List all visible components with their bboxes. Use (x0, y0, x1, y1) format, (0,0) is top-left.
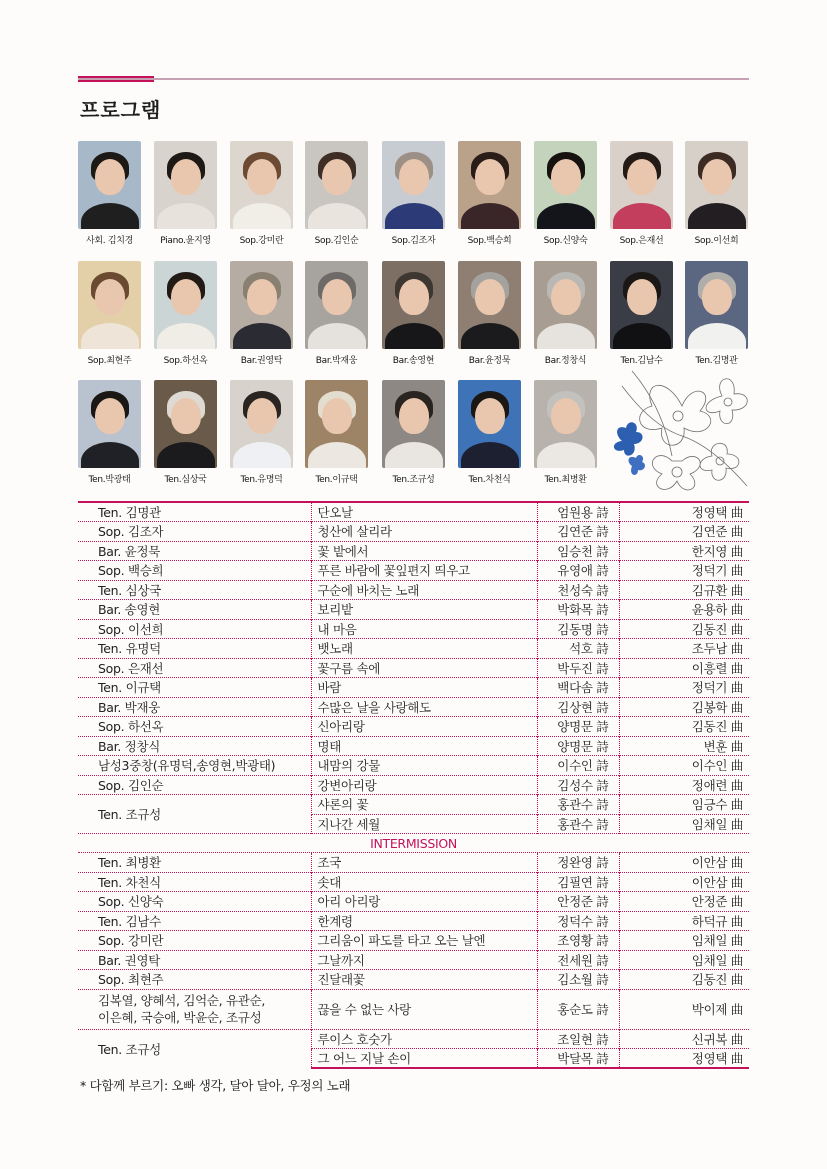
performer-photo (382, 261, 445, 349)
performer-caption: Bar.윤정묵 (468, 356, 511, 366)
performer-photo-card (534, 141, 597, 246)
performer-caption: Sop.이선희 (694, 236, 739, 246)
program-row (78, 911, 749, 931)
performer-photo (230, 261, 293, 349)
performer-cell: Sop. 최현주 (78, 970, 311, 990)
performer-photo-card (534, 261, 597, 366)
song-cell: 신아리랑 (311, 717, 537, 737)
performer-caption: Bar.권영탁 (240, 356, 283, 366)
performer-cell: Bar. 박재웅 (78, 697, 311, 717)
performer-caption: Sop.백승희 (467, 236, 512, 246)
song-cell: 뱃노래 (311, 639, 537, 659)
program-row (78, 541, 749, 561)
poet-cell: 엄원용 詩 (537, 502, 619, 522)
song-cell: 끊을 수 없는 사랑 (311, 989, 537, 1029)
poet-cell: 김필연 詩 (537, 872, 619, 892)
performer-photo-card (458, 141, 521, 246)
performer-cell: Ten. 조규성 (78, 795, 311, 834)
performer-photo (305, 261, 368, 349)
song-cell: 내 마음 (311, 619, 537, 639)
composer-cell: 정영택 曲 (619, 1049, 749, 1069)
performer-photo (78, 141, 141, 229)
performer-photo-card (78, 141, 141, 246)
composer-cell: 이흥렬 曲 (619, 658, 749, 678)
program-row (78, 872, 749, 892)
program-row (78, 1029, 749, 1049)
song-cell: 그리움이 파도를 타고 오는 날엔 (311, 931, 537, 951)
performer-photo-card (154, 261, 217, 366)
performer-caption: Bar.송영현 (392, 356, 435, 366)
composer-cell: 임채일 曲 (619, 931, 749, 951)
performer-cell: Ten. 김명관 (78, 502, 311, 522)
program-row (78, 502, 749, 522)
song-cell: 조국 (311, 853, 537, 873)
performer-photo-card (154, 141, 217, 246)
program-row (78, 970, 749, 990)
program-row (78, 522, 749, 542)
composer-cell: 조두남 曲 (619, 639, 749, 659)
composer-cell: 정애련 曲 (619, 775, 749, 795)
program-row (78, 853, 749, 873)
ensemble-performers-cell (78, 989, 311, 1029)
performer-caption: Ten.차천식 (468, 475, 511, 485)
program-row (78, 892, 749, 912)
song-cell: 단오날 (311, 502, 537, 522)
performer-photo-card (154, 380, 217, 485)
ensemble-performers-line: 김복열, 양혜석, 김억순, 유관순, (98, 993, 266, 1008)
performer-photo-card (230, 380, 293, 485)
song-cell: 그날까지 (311, 950, 537, 970)
poet-cell: 박화목 詩 (537, 600, 619, 620)
poet-cell: 김동명 詩 (537, 619, 619, 639)
composer-cell: 변훈 曲 (619, 736, 749, 756)
performer-photo-card (610, 141, 673, 246)
performer-caption: Ten.심상국 (164, 475, 207, 485)
performer-photo-card (78, 261, 141, 366)
performer-cell: Sop. 하선옥 (78, 717, 311, 737)
composer-cell: 박이제 曲 (619, 989, 749, 1029)
program-row (78, 678, 749, 698)
song-cell: 보리밭 (311, 600, 537, 620)
performer-cell: Sop. 은재선 (78, 658, 311, 678)
performer-cell: Bar. 윤정묵 (78, 541, 311, 561)
poet-cell: 양명문 詩 (537, 717, 619, 737)
poet-cell: 김연준 詩 (537, 522, 619, 542)
poet-cell: 안정준 詩 (537, 892, 619, 912)
performer-photo-card (230, 141, 293, 246)
composer-cell: 정영택 曲 (619, 502, 749, 522)
composer-cell: 윤용하 曲 (619, 600, 749, 620)
performer-photo (534, 141, 597, 229)
program-row (78, 697, 749, 717)
performer-cell: Bar. 정창식 (78, 736, 311, 756)
performer-cell: Ten. 유명덕 (78, 639, 311, 659)
performer-photo-card (458, 261, 521, 366)
performer-photo (305, 380, 368, 468)
song-cell: 구순에 바치는 노래 (311, 580, 537, 600)
performer-caption: Ten.김남수 (620, 356, 663, 366)
performer-cell: 남성3중창(유명덕,송영현,박광태) (78, 756, 311, 776)
performer-photo (230, 380, 293, 468)
poet-cell: 홍관수 詩 (537, 795, 619, 815)
performer-caption: Ten.조규성 (392, 475, 435, 485)
performer-caption: Ten.박광태 (88, 475, 131, 485)
performer-photo-card (610, 261, 673, 366)
performer-photo (534, 380, 597, 468)
song-cell: 명태 (311, 736, 537, 756)
song-cell: 수많은 날을 사랑해도 (311, 697, 537, 717)
flower-illustration (612, 366, 752, 501)
performer-photo (458, 380, 521, 468)
song-cell: 아리 아리랑 (311, 892, 537, 912)
poet-cell: 김소월 詩 (537, 970, 619, 990)
performer-caption: Sop.신양숙 (543, 236, 588, 246)
performer-photo (382, 141, 445, 229)
performer-cell: Ten. 이규택 (78, 678, 311, 698)
composer-cell: 안정준 曲 (619, 892, 749, 912)
song-cell: 꽃 밭에서 (311, 541, 537, 561)
performer-cell: Sop. 이선희 (78, 619, 311, 639)
program-row (78, 717, 749, 737)
performer-photo (534, 261, 597, 349)
performer-cell: Sop. 김인순 (78, 775, 311, 795)
composer-cell: 임채일 曲 (619, 950, 749, 970)
performer-photo (78, 261, 141, 349)
performer-cell: Sop. 백승희 (78, 561, 311, 581)
performer-photo-card (78, 380, 141, 485)
song-cell: 진달래꽃 (311, 970, 537, 990)
performer-cell: Bar. 권영탁 (78, 950, 311, 970)
performer-photo-card (305, 261, 368, 366)
composer-cell: 정덕기 曲 (619, 561, 749, 581)
performer-caption: Bar.박재웅 (315, 356, 358, 366)
performer-photo-card (305, 141, 368, 246)
composer-cell: 김봉학 曲 (619, 697, 749, 717)
song-cell: 한계령 (311, 911, 537, 931)
composer-cell: 김연준 曲 (619, 522, 749, 542)
page-title: 프로그램 (80, 98, 162, 122)
performer-cell: Sop. 김조자 (78, 522, 311, 542)
program-table (78, 501, 749, 1069)
song-cell: 지나간 세월 (311, 814, 537, 834)
performer-photo (154, 141, 217, 229)
song-cell: 강변아리랑 (311, 775, 537, 795)
composer-cell: 김동진 曲 (619, 619, 749, 639)
poet-cell: 홍관수 詩 (537, 814, 619, 834)
program-row (78, 619, 749, 639)
composer-cell: 김동진 曲 (619, 970, 749, 990)
program-row (78, 775, 749, 795)
poet-cell: 조일현 詩 (537, 1029, 619, 1049)
performer-cell: Ten. 김남수 (78, 911, 311, 931)
composer-cell: 이수인 曲 (619, 756, 749, 776)
poet-cell: 박달목 詩 (537, 1049, 619, 1069)
footnote: * 다함께 부르기: 오빠 생각, 달아 달아, 우정의 노래 (80, 1078, 351, 1093)
performer-photo (610, 261, 673, 349)
song-cell: 샤론의 꽃 (311, 795, 537, 815)
performer-photo (78, 380, 141, 468)
performer-caption: 사회. 김치경 (85, 236, 134, 246)
performer-photo (685, 141, 748, 229)
performer-cell: Bar. 송영현 (78, 600, 311, 620)
ensemble-performers-line: 이은혜, 국승애, 박윤순, 조규성 (98, 1010, 262, 1025)
performer-photo-card (382, 261, 445, 366)
performer-photo (685, 261, 748, 349)
program-row (78, 600, 749, 620)
song-cell: 바람 (311, 678, 537, 698)
song-cell: 푸른 바람에 꽃잎편지 띄우고 (311, 561, 537, 581)
composer-cell: 한지영 曲 (619, 541, 749, 561)
intermission-label: INTERMISSION (78, 834, 749, 853)
song-cell: 그 어느 지날 손이 (311, 1049, 537, 1069)
performer-photo-card (685, 141, 748, 246)
performer-cell: Ten. 차천식 (78, 872, 311, 892)
song-cell: 솟대 (311, 872, 537, 892)
performer-photo-card (305, 380, 368, 485)
program-row (78, 931, 749, 951)
performer-caption: Bar.정창식 (544, 356, 587, 366)
composer-cell: 신귀복 曲 (619, 1029, 749, 1049)
poet-cell: 조영황 詩 (537, 931, 619, 951)
performer-cell: Sop. 신양숙 (78, 892, 311, 912)
performer-photo (230, 141, 293, 229)
performer-caption: Sop.강미란 (239, 236, 284, 246)
performer-photo-card (534, 380, 597, 485)
performer-caption: Piano.윤지영 (160, 236, 211, 246)
performer-photo (458, 261, 521, 349)
song-cell: 루이스 호숫가 (311, 1029, 537, 1049)
poet-cell: 김성수 詩 (537, 775, 619, 795)
poet-cell: 유영애 詩 (537, 561, 619, 581)
program-row (78, 756, 749, 776)
title-rule (78, 78, 749, 80)
performer-cell: Ten. 심상국 (78, 580, 311, 600)
performer-photo-card (685, 261, 748, 366)
poet-cell: 양명문 詩 (537, 736, 619, 756)
performer-caption: Ten.유명덕 (240, 475, 283, 485)
performer-cell: Ten. 최병환 (78, 853, 311, 873)
performer-caption: Ten.이규택 (315, 475, 358, 485)
performer-caption: Ten.김명관 (695, 356, 738, 366)
program-row (78, 989, 749, 1029)
performer-cell: Sop. 강미란 (78, 931, 311, 951)
program-row (78, 561, 749, 581)
poet-cell: 홍순도 詩 (537, 989, 619, 1029)
performer-photo-card (382, 380, 445, 485)
program-row (78, 736, 749, 756)
performer-caption: Sop.은재선 (619, 236, 664, 246)
program-row (78, 658, 749, 678)
poet-cell: 박두진 詩 (537, 658, 619, 678)
composer-cell: 김동진 曲 (619, 717, 749, 737)
composer-cell: 정덕기 曲 (619, 678, 749, 698)
performer-caption: Sop.하선옥 (163, 356, 208, 366)
performer-photo-card (458, 380, 521, 485)
composer-cell: 임긍수 曲 (619, 795, 749, 815)
program-row (78, 795, 749, 815)
poet-cell: 정완영 詩 (537, 853, 619, 873)
performer-photo-card (230, 261, 293, 366)
poet-cell: 전세원 詩 (537, 950, 619, 970)
composer-cell: 김규환 曲 (619, 580, 749, 600)
performer-cell: Ten. 조규성 (78, 1029, 311, 1068)
performer-photo (382, 380, 445, 468)
program-row (78, 580, 749, 600)
poet-cell: 이수인 詩 (537, 756, 619, 776)
song-cell: 청산에 살리라 (311, 522, 537, 542)
poet-cell: 천성숙 詩 (537, 580, 619, 600)
poet-cell: 백다솜 詩 (537, 678, 619, 698)
performer-photo (458, 141, 521, 229)
composer-cell: 이안삼 曲 (619, 872, 749, 892)
performer-caption: Sop.김조자 (391, 236, 436, 246)
performer-photo (610, 141, 673, 229)
composer-cell: 이안삼 曲 (619, 853, 749, 873)
intermission-row (78, 834, 749, 853)
composer-cell: 하덕규 曲 (619, 911, 749, 931)
performer-caption: Sop.김인순 (314, 236, 359, 246)
poet-cell: 김상현 詩 (537, 697, 619, 717)
poet-cell: 석호 詩 (537, 639, 619, 659)
program-row (78, 639, 749, 659)
performer-photo (305, 141, 368, 229)
poet-cell: 임승천 詩 (537, 541, 619, 561)
poet-cell: 정덕수 詩 (537, 911, 619, 931)
song-cell: 꽃구름 속에 (311, 658, 537, 678)
song-cell: 내맘의 강물 (311, 756, 537, 776)
performer-photo (154, 261, 217, 349)
performer-caption: Ten.최병환 (544, 475, 587, 485)
performer-caption: Sop.최현주 (87, 356, 132, 366)
program-row (78, 950, 749, 970)
performer-photo-card (382, 141, 445, 246)
performer-photo (154, 380, 217, 468)
composer-cell: 임채일 曲 (619, 814, 749, 834)
